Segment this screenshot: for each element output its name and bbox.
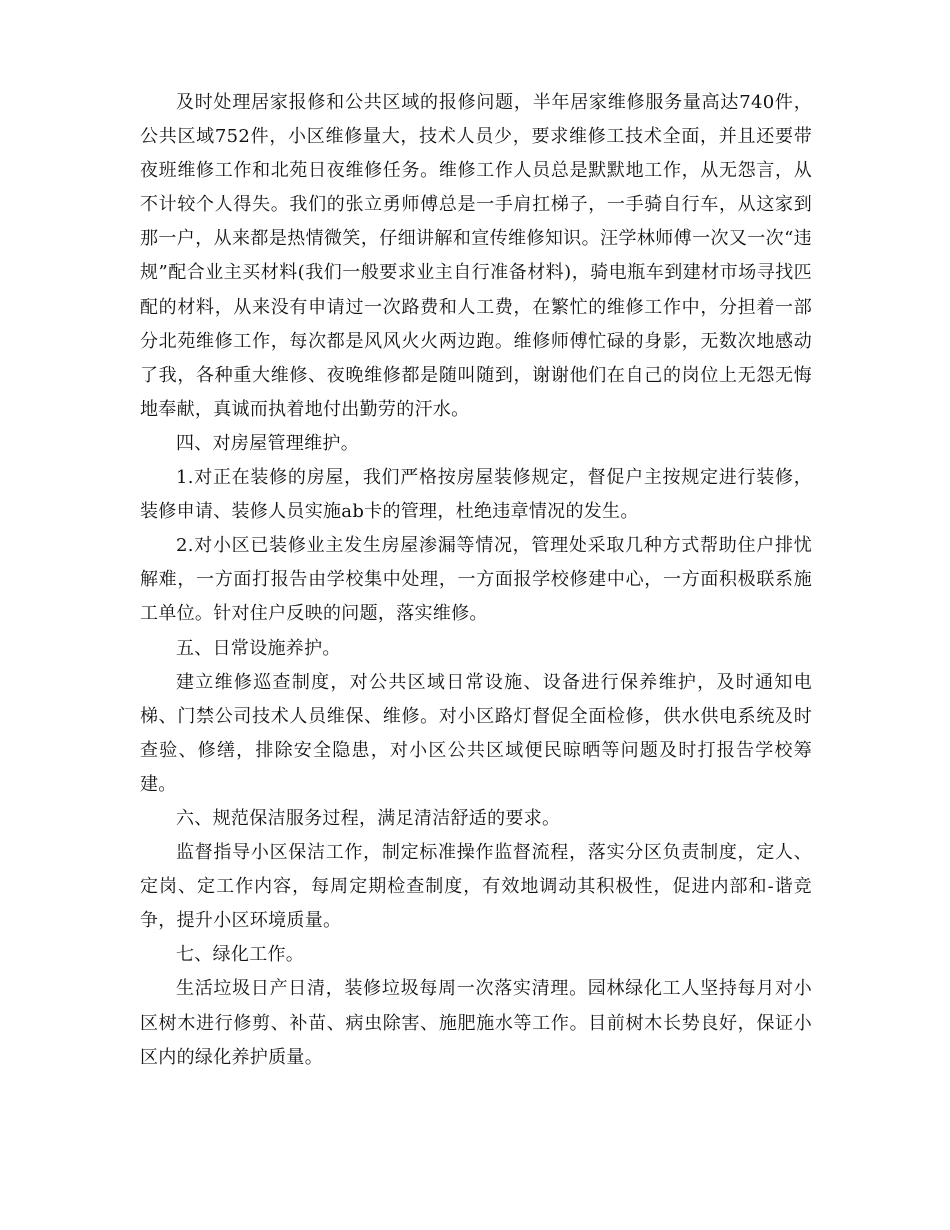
paragraph-cleaning-supervision: 监督指导小区保洁工作，制定标准操作监督流程，落实分区负责制度，定人、定岗、定工作内容，每周定期检查制度，有效地调动其积极性，促进内部和-谐竞争，提升小区环境质量。 [140,842,812,932]
heading-cleaning-service: 六、规范保洁服务过程，满足清洁舒适的要求。 [176,807,561,829]
paragraph-leak-handling: 2.对小区已装修业主发生房屋渗漏等情况，管理处采取几种方式帮助住户排忧解难，一方面打报告由学校集中处理，一方面报学校修建中心，一方面积极联系施工单位。针对住户反映的问题，落实维修。 [140,535,812,625]
document-body [140,86,812,1075]
paragraph-maintenance-service: 及时处理居家报修和公共区域的报修问题，半年居家维修服务量高达740件，公共区域752件，小区维修量大，技术人员少，要求维修工技术全面，并且还要带夜班维修工作和北苑日夜维修任务。维修工作人员总是默默地工作，从无怨言，从不计较个人得失。我们的张立勇师傅总是一手肩扛梯子，一手骑自行车，从这家到那一户，从来都是热情微笑，仔细讲解和宣传维修知识。汪学林师傅一次又一次“违规”配合业主买材料(我们一般要求业主自行准备材料)，骑电瓶车到建材市场寻找匹配的材料，从来没有申请过一次路费和人工费，在繁忙的维修工作中，分担着一部分北苑维修工作，每次都是风风火火两边跑。维修师傅忙碌的身影，无数次地感动了我，各种重大维修、夜晚维修都是随叫随到，谢谢他们在自己的岗位上无怨无悔地奉献，真诚而执着地付出勤劳的汗水。 [140,92,812,420]
heading-greening-work: 七、绿化工作。 [176,944,305,966]
paragraph-garbage-greening: 生活垃圾日产日清，装修垃圾每周一次落实清理。园林绿化工人坚持每月对小区树木进行修剪、补苗、病虫除害、施肥施水等工作。目前树木长势良好，保证小区内的绿化养护质量。 [140,978,812,1068]
heading-house-management: 四、对房屋管理维护。 [176,432,359,454]
paragraph-inspection-system: 建立维修巡查制度，对公共区域日常设施、设备进行保养维护，及时通知电梯、门禁公司技术人员维保、维修。对小区路灯督促全面检修，供水供电系统及时查验、修缮，排除安全隐患，对小区公共区域便民晾晒等问题及时打报告学校筹建。 [140,671,812,795]
paragraph-renovation-rules: 1.对正在装修的房屋，我们严格按房屋装修规定，督促户主按规定进行装修，装修申请、装修人员实施ab卡的管理，杜绝违章情况的发生。 [140,467,812,523]
heading-facility-maintenance: 五、日常设施养护。 [176,637,341,659]
